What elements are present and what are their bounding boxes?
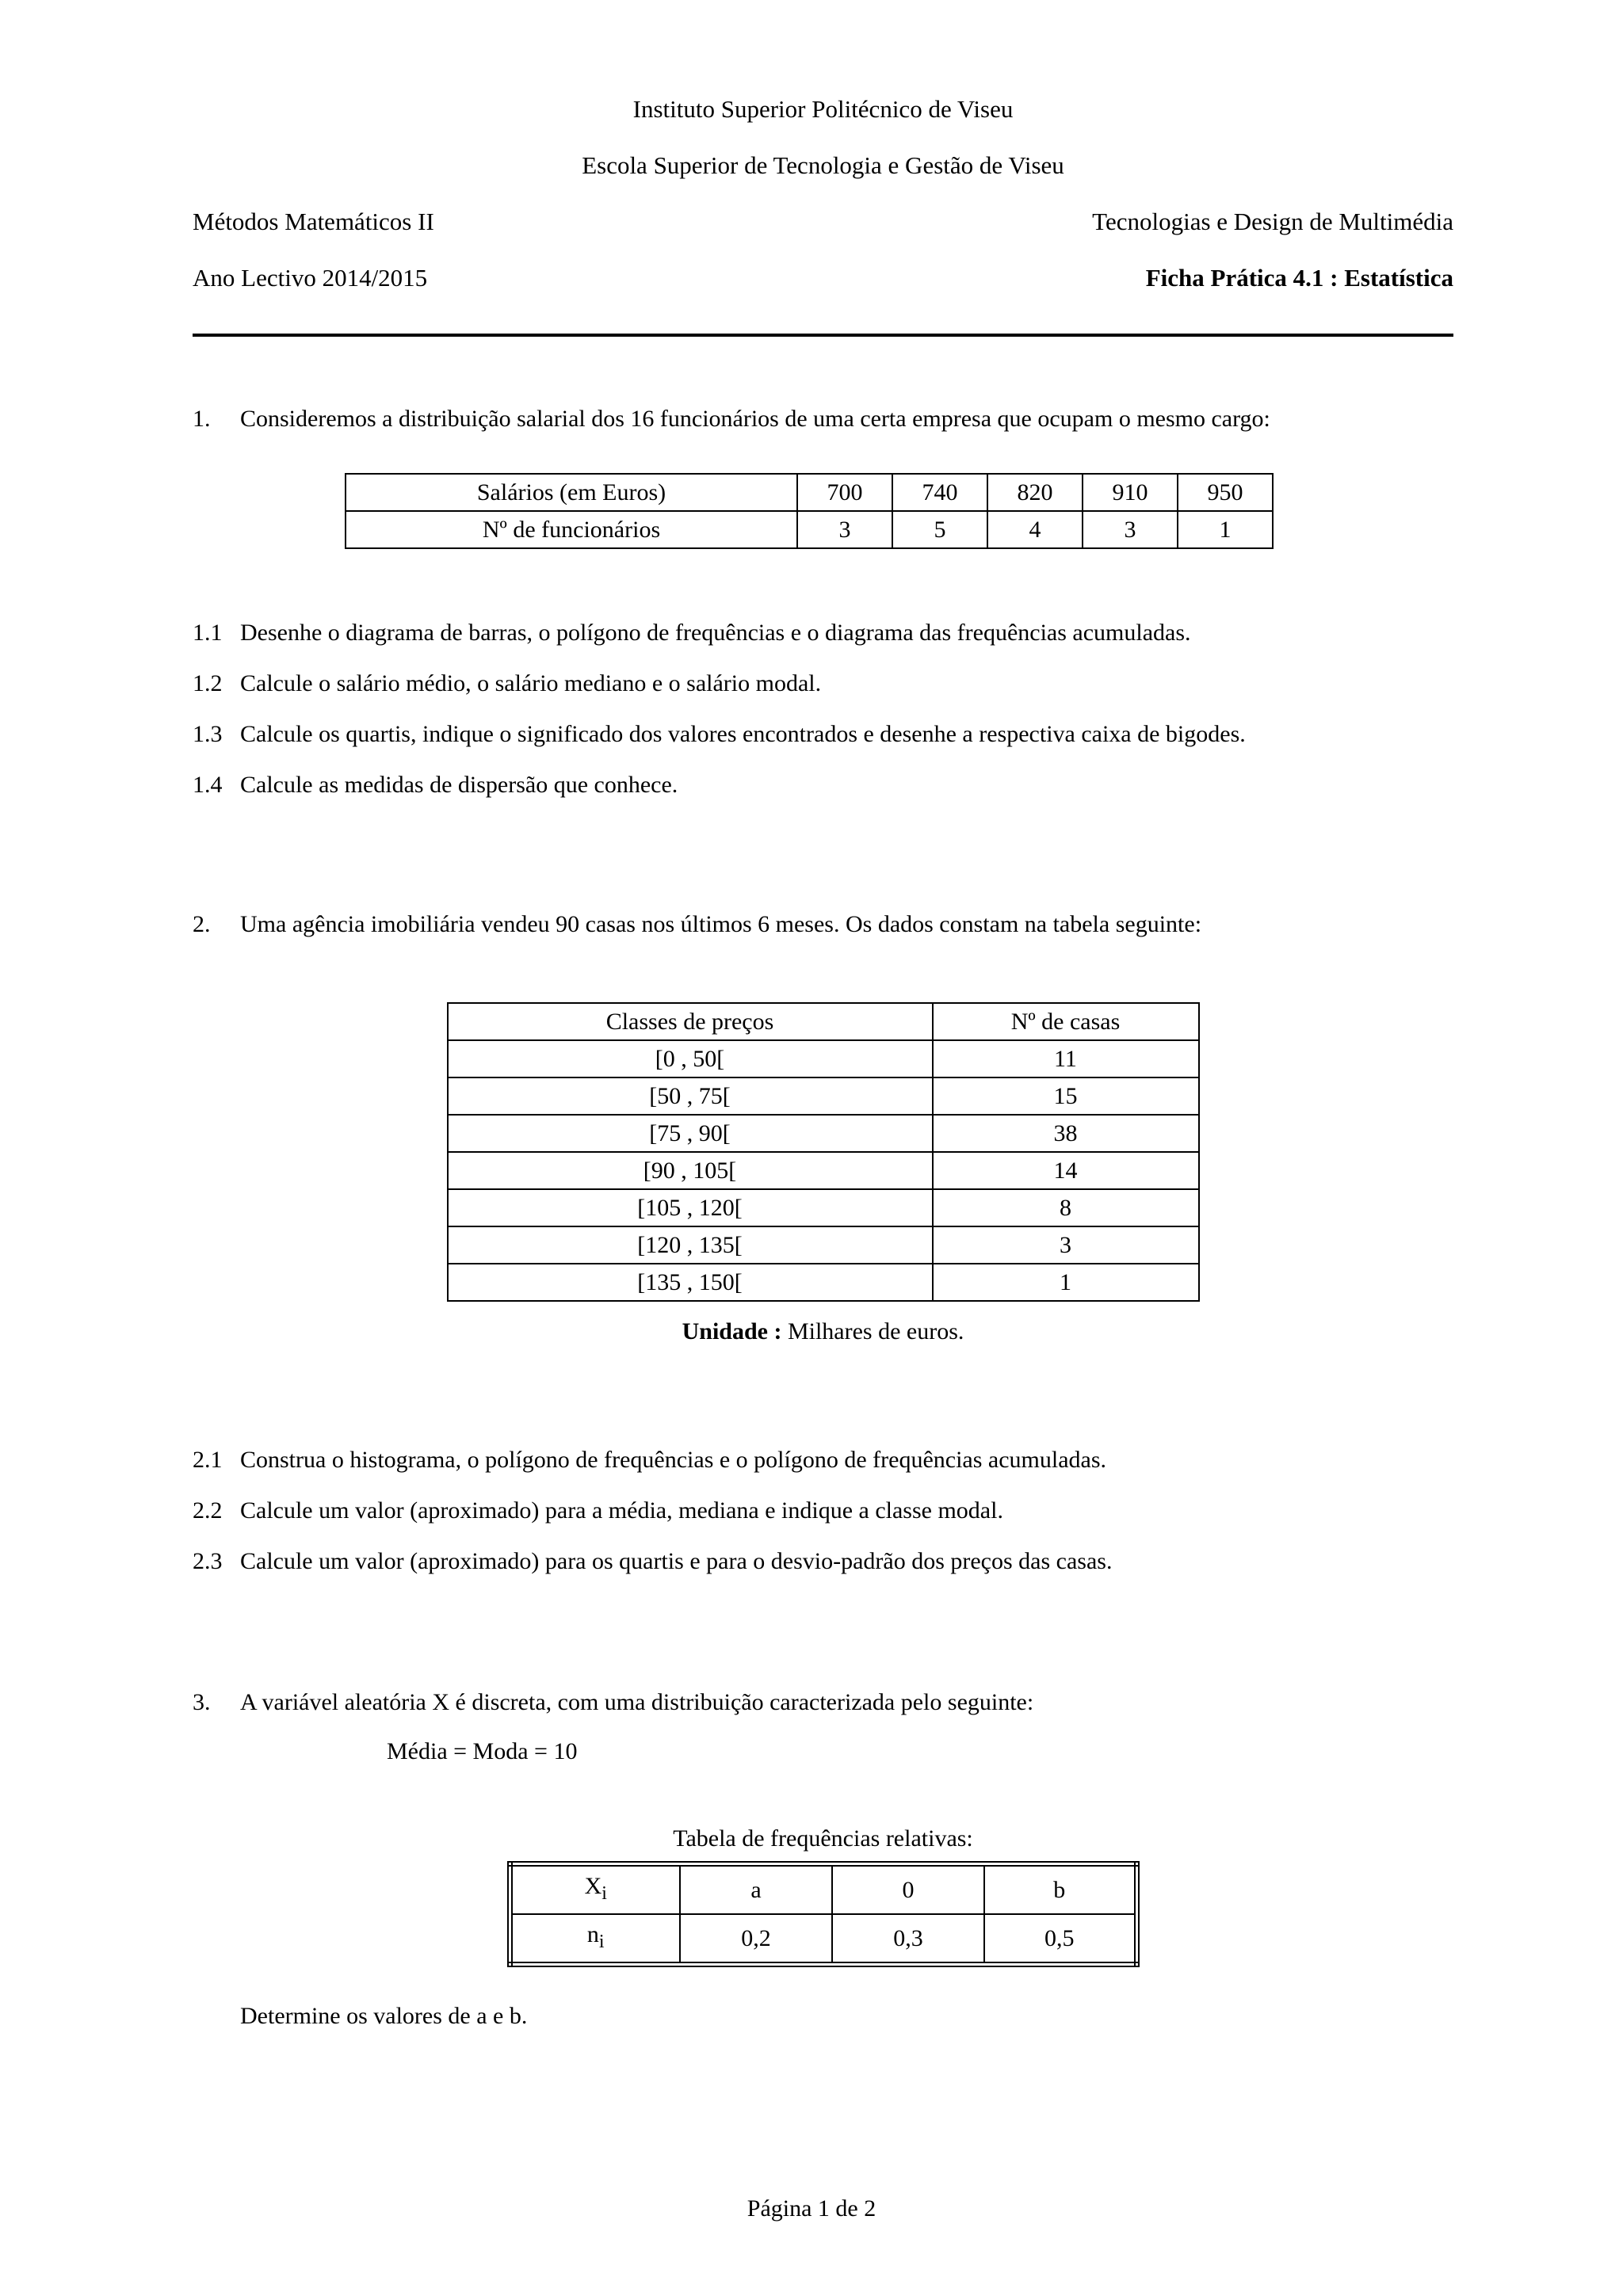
table-cell: [75 , 90[ [448, 1115, 933, 1152]
question-text: Calcule os quartis, indique o significado dos valores encontrados e desenhe a respectiva caixa de bigodes. [240, 721, 1246, 747]
table-cell: 700 [797, 474, 892, 511]
table-header-row [448, 1003, 1199, 1040]
table-cell: Nº de funcionários [346, 511, 797, 548]
table-cell: 14 [933, 1152, 1199, 1189]
table-row [448, 1152, 1199, 1189]
exercise-1-number: 1. [193, 406, 211, 432]
question-2-3 [193, 1544, 1453, 1579]
sheet-title: Ficha Prática 4.1 : Estatística [1145, 264, 1453, 292]
price-classes-table [447, 1002, 1200, 1302]
table-cell: 15 [933, 1077, 1199, 1115]
determine-text: Determine os valores de a e b. [240, 2003, 528, 2029]
table-cell: [135 , 150[ [448, 1264, 933, 1301]
table-cell: 5 [892, 511, 987, 548]
program-name: Tecnologias e Design de Multimédia [1092, 208, 1453, 235]
exercise-2 [193, 907, 1453, 1579]
school-name: Escola Superior de Tecnologia e Gestão de Viseu [582, 151, 1064, 179]
table-cell: 910 [1083, 474, 1178, 511]
table-cell: [120 , 135[ [448, 1226, 933, 1264]
table-cell: 3 [933, 1226, 1199, 1264]
exercise-1-statement [193, 402, 1453, 437]
table-cell: [50 , 75[ [448, 1077, 933, 1115]
table-cell: [90 , 105[ [448, 1152, 933, 1189]
table-cell: 1 [1178, 511, 1273, 548]
table-row [448, 1115, 1199, 1152]
unit-label: Unidade : [682, 1318, 782, 1344]
table-cell: 38 [933, 1115, 1199, 1152]
table-cell: a [680, 1864, 832, 1915]
exercise-2-statement [193, 907, 1453, 942]
exercise-3-text: A variável aleatória X é discreta, com uma distribuição caracterizada pelo seguinte: [240, 1689, 1034, 1715]
exercise-2-number: 2. [193, 911, 211, 937]
table-row [510, 1914, 1136, 1965]
table-cell: 1 [933, 1264, 1199, 1301]
question-number: 2.3 [193, 1548, 223, 1574]
academic-year: Ano Lectivo 2014/2015 [193, 264, 428, 292]
table-cell: [0 , 50[ [448, 1040, 933, 1077]
table-row [510, 1864, 1136, 1915]
exercise-2-subitems [193, 1443, 1453, 1579]
question-text: Construa o histograma, o polígono de frequências e o polígono de frequências acumuladas. [240, 1447, 1107, 1473]
unit-text: Milhares de euros. [781, 1318, 964, 1344]
table-header-cell: Nº de casas [933, 1003, 1199, 1040]
table-row [448, 1264, 1199, 1301]
table-row [448, 1040, 1199, 1077]
table-cell: b [984, 1864, 1136, 1915]
table-cell: [105 , 120[ [448, 1189, 933, 1226]
question-number: 1.3 [193, 721, 223, 747]
salary-table [345, 473, 1274, 549]
table-header-cell: Classes de preços [448, 1003, 933, 1040]
table-cell: 0,3 [832, 1914, 984, 1965]
table-cell: 0 [832, 1864, 984, 1915]
question-text: Calcule um valor (aproximado) para a média, mediana e indique a classe modal. [240, 1497, 1003, 1524]
question-1-2 [193, 666, 1453, 701]
table-cell [510, 1864, 680, 1915]
table-row [448, 1077, 1199, 1115]
table-cell [510, 1914, 680, 1965]
question-1-4 [193, 768, 1453, 803]
question-number: 2.1 [193, 1447, 223, 1473]
table-cell: 3 [1083, 511, 1178, 548]
exercise-3-statement [193, 1685, 1453, 1720]
table-cell: 0,5 [984, 1914, 1136, 1965]
table-cell: 11 [933, 1040, 1199, 1077]
exercise-3 [193, 1685, 1453, 2034]
question-2-2 [193, 1493, 1453, 1528]
question-number: 1.1 [193, 620, 223, 646]
n-subscript: i [598, 1932, 605, 1952]
question-text: Desenhe o diagrama de barras, o polígono de frequências e o diagrama das frequências acumuladas. [240, 620, 1191, 646]
institute-name: Instituto Superior Politécnico de Viseu [632, 95, 1014, 123]
exercise-1-subitems [193, 616, 1453, 803]
table-row [346, 511, 1273, 548]
table-row [346, 474, 1273, 511]
header-row-1 [193, 206, 1453, 238]
question-text: Calcule o salário médio, o salário mediano e o salário modal. [240, 670, 822, 696]
question-text: Calcule um valor (aproximado) para os quartis e para o desvio-padrão dos preços das casas. [240, 1548, 1113, 1574]
question-1-3 [193, 717, 1453, 752]
table-cell: 8 [933, 1189, 1199, 1226]
question-2-1 [193, 1443, 1453, 1478]
exercise-1 [193, 402, 1453, 803]
question-text: Calcule as medidas de dispersão que conhece. [240, 772, 678, 798]
exercise-3-number: 3. [193, 1689, 211, 1715]
table-cell: 950 [1178, 474, 1273, 511]
table-cell: 4 [987, 511, 1083, 548]
table-row [448, 1189, 1199, 1226]
course-name: Métodos Matemáticos II [193, 208, 434, 235]
question-number: 2.2 [193, 1497, 223, 1524]
table-row [448, 1226, 1199, 1264]
header-row-2 [193, 262, 1453, 294]
x-symbol: X [584, 1873, 602, 1899]
unit-note [193, 1314, 1453, 1349]
x-subscript: i [601, 1883, 607, 1904]
table-cell: 3 [797, 511, 892, 548]
relative-frequency-table [507, 1861, 1140, 1967]
header-divider [193, 334, 1453, 337]
question-number: 1.2 [193, 670, 223, 696]
exercise-1-text: Consideremos a distribuição salarial dos 16 funcionários de uma certa empresa que ocupam o mesmo cargo: [240, 406, 1270, 432]
exercise-2-text: Uma agência imobiliária vendeu 90 casas nos últimos 6 meses. Os dados constam na tabela seguinte: [240, 911, 1202, 937]
media-moda-line: Média = Moda = 10 [387, 1738, 578, 1764]
table-cell: 740 [892, 474, 987, 511]
question-1-1 [193, 616, 1453, 650]
n-symbol: n [586, 1921, 599, 1947]
document-header [193, 93, 1453, 337]
table-cell: Salários (em Euros) [346, 474, 797, 511]
question-number: 1.4 [193, 772, 223, 798]
table-cell: 820 [987, 474, 1083, 511]
table-cell: 0,2 [680, 1914, 832, 1965]
page-footer: Página 1 de 2 [747, 2195, 876, 2222]
relative-frequency-caption: Tabela de frequências relativas: [673, 1825, 973, 1852]
